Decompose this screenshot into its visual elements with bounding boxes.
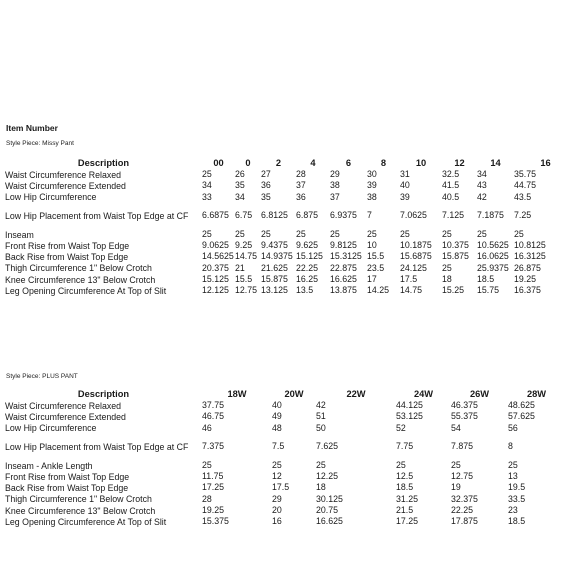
measurement-value: 15.125	[202, 274, 229, 285]
column-header-size: 22W	[346, 388, 366, 399]
measurement-value: 25	[316, 459, 326, 470]
measurement-value: 31.25	[396, 493, 419, 504]
measurement-value: 11.75	[202, 471, 224, 482]
measurement-description: Waist Circumference Relaxed	[5, 169, 122, 180]
measurement-value: 25.9375	[477, 262, 509, 273]
measurement-value: 23	[508, 505, 518, 516]
table-row	[5, 460, 565, 471]
measurement-value: 17.25	[396, 516, 419, 527]
measurement-value: 23.5	[367, 262, 385, 273]
measurement-value: 25	[330, 228, 340, 239]
column-header-size: 28W	[526, 388, 547, 399]
column-header-size: 0	[245, 157, 251, 168]
measurement-value: 52	[396, 422, 406, 433]
measurement-value: 36	[261, 180, 271, 191]
measurement-value: 7	[367, 210, 372, 221]
measurement-value: 6.9375	[330, 210, 357, 221]
measurement-value: 6.6875	[202, 210, 229, 221]
measurement-value: 6.75	[235, 210, 253, 221]
measurement-value: 34	[477, 169, 487, 179]
measurement-value: 16.625	[316, 516, 343, 527]
measurement-value: 28	[296, 169, 306, 179]
measurement-value: 18.5	[396, 482, 414, 493]
measurement-value: 15.75	[477, 285, 500, 296]
table-row	[5, 505, 565, 516]
measurement-value: 19.25	[514, 274, 537, 285]
measurement-value: 35.75	[514, 169, 537, 179]
measurement-value: 24.125	[400, 262, 427, 273]
measurement-value: 9.25	[235, 240, 253, 251]
plus-size-table	[5, 387, 565, 528]
measurement-value: 35	[261, 191, 271, 202]
measurement-value: 27	[261, 169, 271, 179]
measurement-value: 29	[330, 169, 340, 179]
table-row	[5, 411, 565, 422]
column-header-size: 18W	[227, 388, 247, 399]
measurement-value: 44.75	[514, 180, 537, 191]
measurement-value: 57.625	[508, 411, 535, 422]
measurement-value: 13.875	[330, 285, 357, 296]
measurement-value: 51	[316, 411, 326, 422]
measurement-value: 38	[330, 180, 340, 191]
measurement-value: 7.875	[451, 441, 474, 452]
measurement-value: 21	[235, 262, 245, 273]
table-row	[5, 516, 565, 527]
table-row	[5, 192, 577, 203]
column-header-size: 6	[345, 157, 352, 168]
measurement-value: 7.125	[442, 210, 465, 221]
measurement-value: 43.5	[514, 191, 532, 202]
measurement-value: 25	[514, 228, 524, 239]
table-row	[5, 229, 577, 240]
column-header-size: 00	[213, 157, 224, 168]
measurement-value: 46.75	[202, 411, 225, 422]
measurement-value: 19	[451, 482, 461, 493]
measurement-value: 38	[367, 191, 377, 202]
measurement-description: Knee Circumference 13" Below Crotch	[5, 274, 156, 285]
measurement-value: 15.875	[261, 274, 288, 285]
measurement-value: 25	[451, 459, 461, 470]
measurement-description: Front Rise from Waist Top Edge	[5, 240, 130, 251]
missy-table-body	[5, 169, 577, 297]
column-header-size: 12	[454, 157, 465, 168]
measurement-value: 9.8125	[330, 240, 357, 251]
measurement-value: 50	[316, 422, 326, 433]
measurement-value: 42	[316, 400, 326, 410]
measurement-value: 32.375	[451, 493, 478, 504]
measurement-value: 12.125	[202, 285, 229, 296]
measurement-value: 46.375	[451, 400, 478, 410]
table-row	[5, 482, 565, 493]
style-piece-plus-label: Style Piece: PLUS PANT	[6, 373, 78, 380]
measurement-value: 16.3125	[514, 251, 546, 262]
table-row	[5, 180, 577, 191]
item-number-label: Item Number	[6, 123, 58, 133]
measurement-value: 16.0625	[477, 251, 509, 262]
measurement-value: 14.5625	[202, 251, 234, 262]
measurement-value: 42	[477, 191, 487, 202]
measurement-description: Low Hip Placement from Waist Top Edge at CF	[5, 442, 189, 453]
measurement-value: 25	[442, 262, 452, 273]
measurement-value: 44.125	[396, 400, 423, 410]
measurement-description: Waist Circumference Relaxed	[5, 400, 122, 411]
measurement-value: 19.25	[202, 505, 225, 516]
column-header-size: 26W	[469, 388, 490, 399]
measurement-value: 7.75	[396, 441, 414, 452]
measurement-value: 15.3125	[330, 251, 362, 262]
missy-header-row	[5, 156, 577, 169]
plus-table-body	[5, 400, 565, 528]
measurement-value: 55.375	[451, 411, 478, 422]
measurement-value: 10	[367, 240, 377, 251]
column-header-size: 20W	[284, 388, 304, 399]
measurement-value: 10.8125	[514, 240, 546, 251]
measurement-value: 40	[400, 180, 410, 191]
measurement-value: 37.75	[202, 400, 225, 410]
measurement-value: 20.375	[202, 262, 229, 273]
table-row	[5, 251, 577, 262]
measurement-value: 15.875	[442, 251, 469, 262]
measurement-value: 25	[202, 169, 212, 179]
measurement-value: 13	[508, 471, 518, 482]
measurement-value: 46	[202, 422, 212, 433]
measurement-value: 33	[202, 191, 212, 202]
column-header-size: 14	[490, 157, 501, 168]
measurement-value: 29	[272, 493, 282, 504]
measurement-value: 12.25	[316, 471, 339, 482]
measurement-value: 40	[272, 400, 282, 410]
measurement-value: 15.5	[367, 251, 385, 262]
measurement-value: 10.375	[442, 240, 469, 251]
measurement-value: 7.625	[316, 441, 339, 452]
measurement-value: 16.625	[330, 274, 357, 285]
measurement-value: 7.1875	[477, 210, 504, 221]
measurement-value: 22.875	[330, 262, 357, 273]
measurement-value: 20	[272, 505, 282, 516]
measurement-value: 26	[235, 169, 245, 179]
column-header-size: 24W	[413, 388, 434, 399]
measurement-value: 7.5	[272, 441, 285, 452]
column-header-size: 2	[275, 157, 282, 168]
measurement-value: 36	[296, 191, 306, 202]
measurement-description: Leg Opening Circumference At Top of Slit	[5, 517, 167, 528]
measurement-value: 17.25	[202, 482, 225, 493]
measurement-value: 9.0625	[202, 240, 229, 251]
measurement-value: 6.8125	[261, 210, 288, 221]
measurement-value: 25	[396, 459, 406, 470]
table-row	[5, 285, 577, 296]
measurement-value: 34	[202, 180, 212, 191]
column-header-description: Description	[77, 157, 130, 168]
measurement-value: 17.5	[400, 274, 418, 285]
column-header-description: Description	[77, 388, 130, 399]
measurement-description: Back Rise from Waist Top Edge	[5, 252, 129, 263]
measurement-value: 31	[400, 169, 410, 179]
measurement-description: Back Rise from Waist Top Edge	[5, 483, 129, 494]
measurement-value: 21.5	[396, 505, 414, 516]
measurement-value: 10.5625	[477, 240, 509, 251]
table-row	[5, 240, 577, 251]
table-row	[5, 203, 577, 229]
measurement-description: Leg Opening Circumference At Top of Slit	[5, 286, 167, 297]
measurement-value: 25	[261, 228, 271, 239]
table-row	[5, 274, 577, 285]
measurement-value: 12.75	[451, 471, 474, 482]
measurement-value: 48.625	[508, 400, 535, 410]
table-row	[5, 400, 565, 411]
measurement-value: 40.5	[442, 191, 460, 202]
measurement-value: 10.1875	[400, 240, 432, 251]
measurement-value: 30	[367, 169, 377, 179]
measurement-value: 25	[272, 459, 282, 470]
measurement-value: 14.75	[235, 251, 258, 262]
measurement-value: 22.25	[451, 505, 474, 516]
measurement-description: Low Hip Placement from Waist Top Edge at CF	[5, 211, 189, 222]
measurement-value: 17.5	[272, 482, 290, 493]
measurement-description: Low Hip Circumference	[5, 192, 97, 203]
measurement-value: 39	[400, 191, 410, 202]
measurement-value: 7.375	[202, 441, 225, 452]
measurement-value: 25	[202, 459, 212, 470]
measurement-value: 25	[202, 228, 212, 239]
measurement-value: 54	[451, 422, 461, 433]
column-header-size: 16	[540, 157, 551, 168]
table-row	[5, 263, 577, 274]
measurement-value: 35	[235, 180, 245, 191]
measurement-value: 15.6875	[400, 251, 432, 262]
measurement-value: 9.4375	[261, 240, 288, 251]
measurement-value: 22.25	[296, 262, 319, 273]
measurement-value: 20.75	[316, 505, 339, 516]
measurement-description: Waist Circumference Extended	[5, 180, 126, 191]
measurement-value: 6.875	[296, 210, 319, 221]
table-row	[5, 494, 565, 505]
measurement-value: 12	[272, 471, 282, 482]
measurement-value: 18.5	[477, 274, 495, 285]
measurement-value: 25	[400, 228, 410, 239]
style-piece-missy-label: Style Piece: Missy Pant	[6, 140, 74, 147]
measurement-value: 26.875	[514, 262, 541, 273]
measurement-value: 39	[367, 180, 377, 191]
measurement-value: 25	[442, 228, 452, 239]
table-row	[5, 471, 565, 482]
measurement-value: 16.375	[514, 285, 541, 296]
plus-header-row	[5, 387, 565, 400]
measurement-value: 37	[296, 180, 306, 191]
measurement-description: Thigh Circumference 1" Below Crotch	[5, 263, 152, 274]
measurement-value: 18.5	[508, 516, 526, 527]
measurement-value: 17	[367, 274, 377, 285]
measurement-value: 12.5	[396, 471, 414, 482]
measurement-value: 34	[235, 191, 245, 202]
measurement-value: 15.125	[296, 251, 323, 262]
measurement-value: 25	[296, 228, 306, 239]
measurement-value: 18	[442, 274, 452, 285]
measurement-description: Low Hip Circumference	[5, 423, 97, 434]
measurement-value: 21.625	[261, 262, 288, 273]
column-header-size: 10	[415, 157, 427, 168]
table-row	[5, 169, 577, 180]
measurement-value: 18	[316, 482, 326, 493]
measurement-value: 25	[477, 228, 487, 239]
measurement-value: 17.875	[451, 516, 478, 527]
column-header-size: 4	[310, 157, 316, 168]
measurement-description: Thigh Circumference 1" Below Crotch	[5, 494, 152, 505]
measurement-value: 13.125	[261, 285, 288, 296]
measurement-value: 16	[272, 516, 282, 527]
measurement-value: 37	[330, 191, 340, 202]
measurement-value: 56	[508, 422, 518, 433]
measurement-description: Waist Circumference Extended	[5, 411, 126, 422]
measurement-description: Front Rise from Waist Top Edge	[5, 471, 130, 482]
measurement-value: 25	[508, 459, 518, 470]
measurement-value: 41.5	[442, 180, 460, 191]
measurement-description: Inseam - Ankle Length	[5, 460, 93, 471]
measurement-description: Knee Circumference 13" Below Crotch	[5, 505, 156, 516]
measurement-value: 53.125	[396, 411, 423, 422]
measurement-value: 16.25	[296, 274, 319, 285]
measurement-value: 8	[508, 441, 513, 452]
measurement-value: 14.25	[367, 285, 390, 296]
measurement-value: 19.5	[508, 482, 526, 493]
measurement-value: 43	[477, 180, 487, 191]
measurement-value: 7.0625	[400, 210, 427, 221]
measurement-value: 15.5	[235, 274, 253, 285]
measurement-value: 13.5	[296, 285, 314, 296]
measurement-value: 33.5	[508, 493, 526, 504]
measurement-value: 15.375	[202, 516, 229, 527]
measurement-value: 15.25	[442, 285, 465, 296]
measurement-value: 14.75	[400, 285, 423, 296]
measurement-value: 28	[202, 493, 212, 504]
missy-size-table	[5, 156, 577, 297]
measurement-value: 25	[235, 228, 245, 239]
measurement-description: Inseam	[5, 229, 34, 240]
measurement-value: 9.625	[296, 240, 319, 251]
column-header-size: 8	[380, 157, 387, 168]
measurement-value: 25	[367, 228, 377, 239]
table-row	[5, 423, 565, 434]
table-row	[5, 434, 565, 460]
measurement-value: 7.25	[514, 210, 532, 221]
measurement-value: 32.5	[442, 169, 460, 179]
measurement-value: 12.75	[235, 285, 258, 296]
measurement-value: 49	[272, 411, 282, 422]
measurement-value: 30.125	[316, 493, 343, 504]
measurement-value: 48	[272, 422, 282, 433]
measurement-value: 14.9375	[261, 251, 293, 262]
